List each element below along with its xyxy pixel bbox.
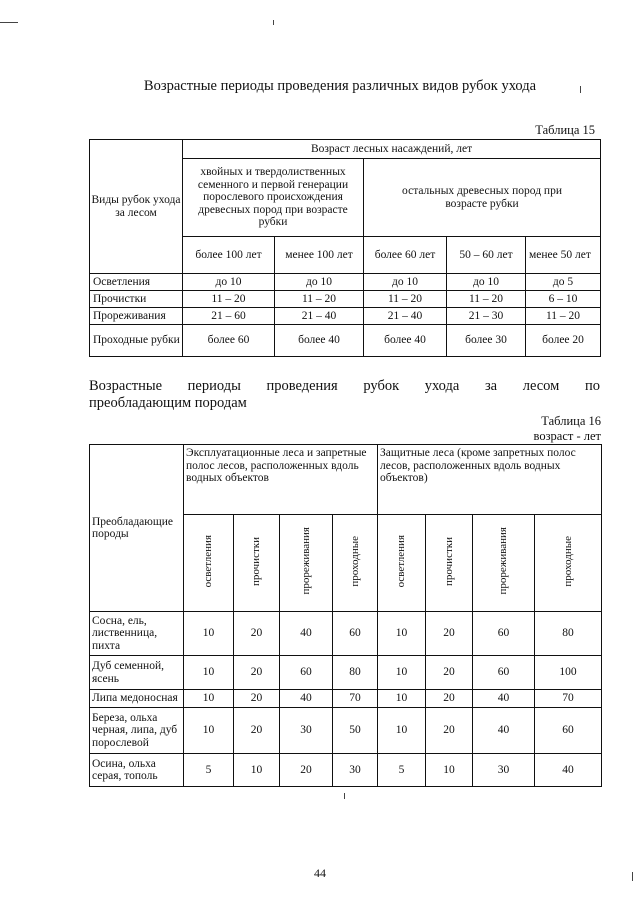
- cell: 20: [234, 656, 280, 690]
- t16-subheader-text: прочистки: [442, 536, 455, 586]
- cell: 10: [426, 754, 473, 787]
- t16-subheader: [234, 515, 280, 612]
- table-row: [90, 754, 602, 787]
- cell: более 30: [447, 325, 526, 357]
- paragraph: [89, 378, 600, 412]
- table-row: [90, 656, 602, 690]
- cell: 70: [535, 690, 602, 708]
- t16-subheader: [184, 515, 234, 612]
- row-label: Осина, ольха серая, тополь: [90, 754, 184, 787]
- word: ухода: [424, 378, 460, 394]
- cell: 10: [184, 656, 234, 690]
- t16-subheader: [378, 515, 426, 612]
- cell: 40: [535, 754, 602, 787]
- cell: 20: [234, 612, 280, 656]
- cell: 70: [333, 690, 378, 708]
- t16-subheader-text: прочистки: [250, 536, 263, 586]
- t16-header-species: Преобладающие породы: [90, 445, 184, 612]
- t15-subheader: менее 50 лет: [526, 237, 601, 274]
- cell: 10: [378, 708, 426, 754]
- cell: более 20: [526, 325, 601, 357]
- word: рубок: [363, 378, 400, 394]
- cell: 10: [184, 708, 234, 754]
- word: Возрастные: [89, 378, 163, 394]
- t16-subheader-text: проходные: [561, 535, 574, 587]
- scan-artifact: [344, 793, 345, 799]
- cell: 20: [426, 656, 473, 690]
- cell: 10: [378, 656, 426, 690]
- cell: 30: [333, 754, 378, 787]
- cell: 50: [333, 708, 378, 754]
- cell: 30: [473, 754, 535, 787]
- row-label: Проходные рубки: [90, 325, 183, 357]
- table16-caption-units: возраст - лет: [533, 429, 601, 443]
- cell: 21 – 30: [447, 308, 526, 325]
- table-row: [90, 325, 601, 357]
- cell: 5: [378, 754, 426, 787]
- t16-subheader: [426, 515, 473, 612]
- t16-subheader: [473, 515, 535, 612]
- table-row: [90, 274, 601, 291]
- table16-caption: [470, 414, 601, 444]
- cell: 11 – 20: [447, 291, 526, 308]
- cell: 100: [535, 656, 602, 690]
- cell: 60: [473, 612, 535, 656]
- cell: 6 – 10: [526, 291, 601, 308]
- t16-subheader-text: проходные: [348, 535, 361, 587]
- cell: 30: [280, 708, 333, 754]
- cell: 11 – 20: [183, 291, 275, 308]
- table-16: [89, 444, 602, 787]
- t15-subheader: более 60 лет: [364, 237, 447, 274]
- t15-header-age: Возраст лесных насаждений, лет: [183, 140, 601, 159]
- cell: 11 – 20: [275, 291, 364, 308]
- paragraph-line2: преобладающим породам: [89, 395, 247, 411]
- word: проведения: [266, 378, 338, 394]
- cell: 10: [378, 612, 426, 656]
- cell: более 40: [364, 325, 447, 357]
- table-row: [90, 690, 602, 708]
- cell: 20: [234, 690, 280, 708]
- cell: 11 – 20: [526, 308, 601, 325]
- t15-subheader: 50 – 60 лет: [447, 237, 526, 274]
- page-title: Возрастные периоды проведения различных видов рубок ухода: [143, 78, 537, 94]
- t16-subheader: [280, 515, 333, 612]
- word: периоды: [187, 378, 241, 394]
- t15-group-conifer: хвойных и твердолиственных семенного и первой генерации порослевого происхождения древесных пород при возрасте рубки: [183, 159, 364, 237]
- t16-subheader-text: осветления: [202, 535, 215, 588]
- t15-subheader: менее 100 лет: [275, 237, 364, 274]
- cell: 20: [426, 690, 473, 708]
- word: лесом: [522, 378, 560, 394]
- row-label: Сосна, ель, лиственница, пихта: [90, 612, 184, 656]
- cell: 11 – 20: [364, 291, 447, 308]
- table-row: [90, 308, 601, 325]
- cell: до 10: [275, 274, 364, 291]
- t16-subheader: [535, 515, 602, 612]
- t15-subheader: более 100 лет: [183, 237, 275, 274]
- cell: 80: [333, 656, 378, 690]
- cell: 10: [378, 690, 426, 708]
- table-15: [89, 139, 601, 357]
- row-label: Осветления: [90, 274, 183, 291]
- cell: 20: [234, 708, 280, 754]
- t16-group-exploit: Эксплуатационные леса и запретные полос лесов, расположенных вдоль водных объектов: [184, 445, 378, 515]
- row-label: Дуб семенной, ясень: [90, 656, 184, 690]
- cell: 21 – 40: [275, 308, 364, 325]
- table-row: [90, 708, 602, 754]
- table-row: [90, 612, 602, 656]
- t15-group-other: остальных древесных пород при возрасте рубки: [364, 159, 601, 237]
- cell: 40: [473, 708, 535, 754]
- t16-subheader-text: прореживания: [497, 527, 510, 596]
- t16-group-protect: Защитные леса (кроме запретных полос лесов, расположенных вдоль водных объектов): [378, 445, 602, 515]
- word: по: [584, 378, 600, 394]
- table15-caption: Таблица 15: [535, 123, 595, 137]
- cell: 10: [184, 612, 234, 656]
- cell: 40: [473, 690, 535, 708]
- cell: 40: [280, 612, 333, 656]
- cell: более 60: [183, 325, 275, 357]
- scan-artifact: [273, 20, 274, 25]
- cell: 40: [280, 690, 333, 708]
- cell: 60: [473, 656, 535, 690]
- cell: до 10: [364, 274, 447, 291]
- cell: 60: [333, 612, 378, 656]
- scan-artifact: [580, 86, 581, 93]
- table-row: [90, 291, 601, 308]
- table16-caption-title: Таблица 16: [541, 414, 601, 428]
- cell: 5: [184, 754, 234, 787]
- word: за: [484, 378, 498, 394]
- cell: 20: [280, 754, 333, 787]
- page-number: 44: [314, 866, 326, 880]
- cell: 10: [234, 754, 280, 787]
- paragraph-line1: [89, 378, 600, 395]
- t16-subheader-text: осветления: [395, 535, 408, 588]
- cell: до 5: [526, 274, 601, 291]
- cell: 60: [280, 656, 333, 690]
- cell: до 10: [447, 274, 526, 291]
- scan-artifact: [0, 22, 18, 23]
- cell: 21 – 60: [183, 308, 275, 325]
- cell: 20: [426, 708, 473, 754]
- row-label: Липа медоносная: [90, 690, 184, 708]
- t15-header-type: Виды рубок ухода за лесом: [90, 140, 183, 274]
- cell: до 10: [183, 274, 275, 291]
- cell: 21 – 40: [364, 308, 447, 325]
- cell: 20: [426, 612, 473, 656]
- scan-artifact: [632, 872, 633, 881]
- cell: 60: [535, 708, 602, 754]
- cell: 80: [535, 612, 602, 656]
- row-label: Береза, ольха черная, липа, дуб порослевой: [90, 708, 184, 754]
- cell: 10: [184, 690, 234, 708]
- t16-subheader-text: прореживания: [299, 527, 312, 596]
- row-label: Прочистки: [90, 291, 183, 308]
- row-label: Прореживания: [90, 308, 183, 325]
- t16-subheader: [333, 515, 378, 612]
- cell: более 40: [275, 325, 364, 357]
